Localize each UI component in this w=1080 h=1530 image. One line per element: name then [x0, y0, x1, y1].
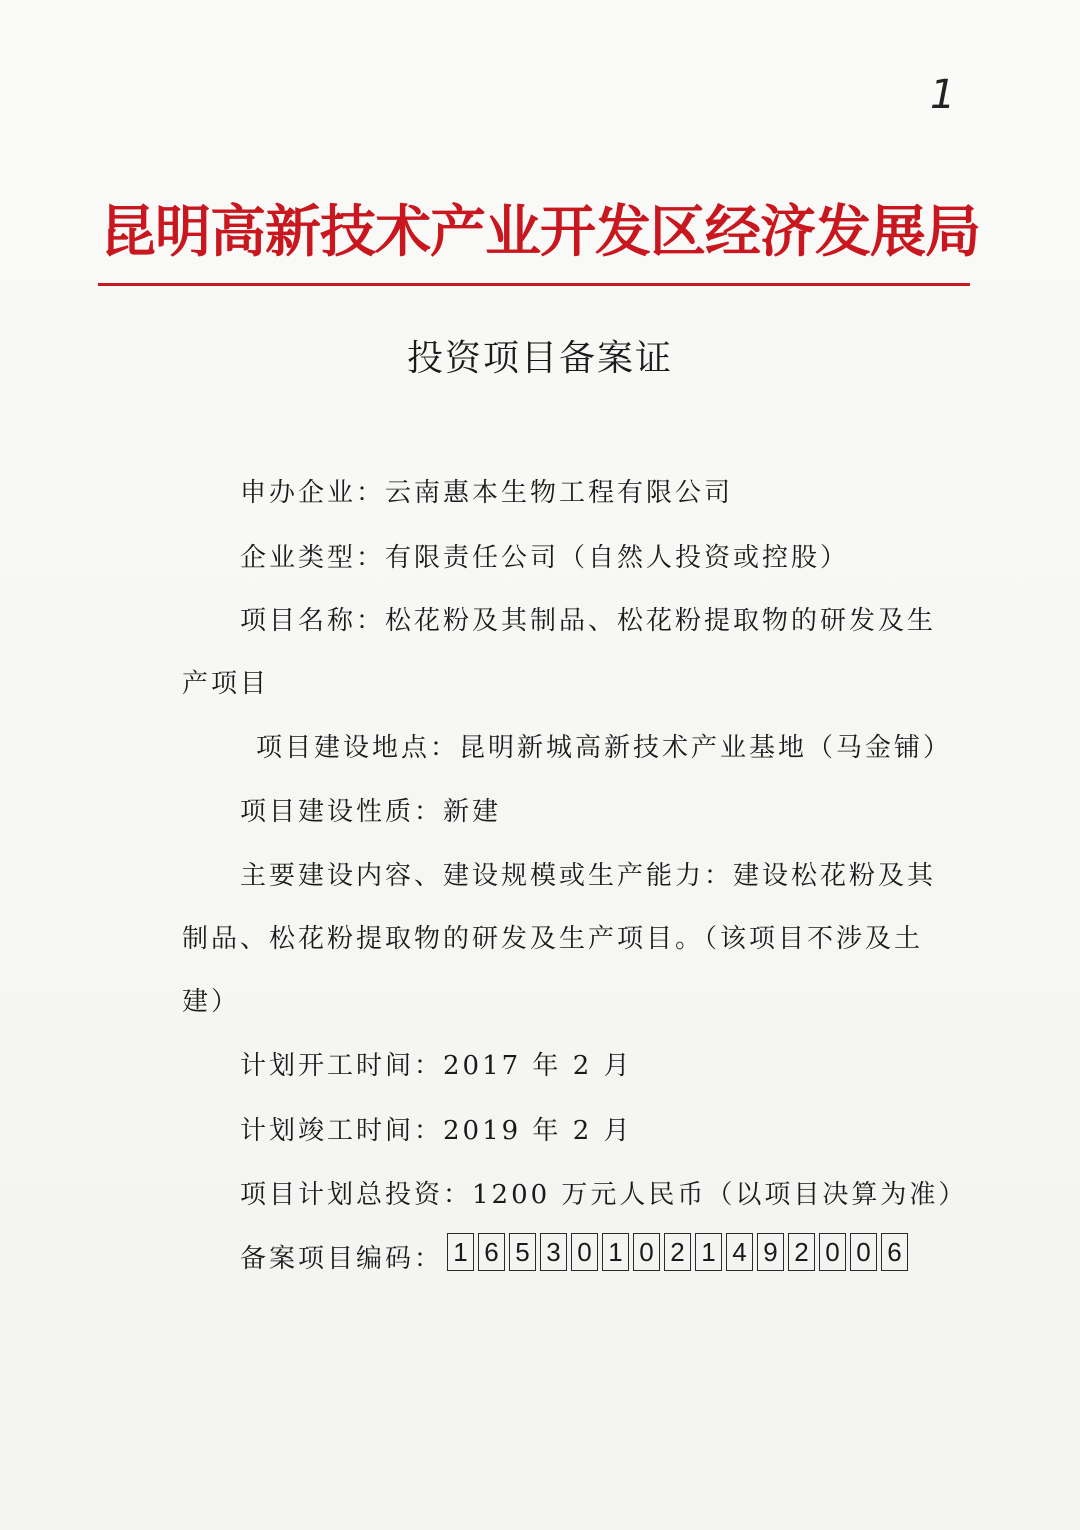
- filing-code-digit: 0: [571, 1233, 598, 1271]
- company-line: 申办企业：云南惠本生物工程有限公司: [240, 478, 734, 508]
- filing-code-digit: 1: [447, 1233, 474, 1271]
- header-divider: [98, 283, 970, 286]
- filing-code-digit: 5: [509, 1233, 536, 1271]
- company-type-line: 企业类型：有限责任公司（自然人投资或控股）: [240, 543, 850, 573]
- filing-code-digit: 9: [757, 1233, 784, 1271]
- project-name-line-1: 项目名称：松花粉及其制品、松花粉提取物的研发及生: [240, 606, 937, 636]
- filing-code-digit: 4: [726, 1233, 753, 1271]
- filing-code-digit: 2: [788, 1233, 815, 1271]
- filing-code-digit: 0: [819, 1233, 846, 1271]
- filing-code-digit: 6: [478, 1233, 505, 1271]
- filing-code-digit: 0: [633, 1233, 660, 1271]
- filing-code-digit: 3: [540, 1233, 567, 1271]
- start-date-line: 计划开工时间：2017 年 2 月: [240, 1051, 633, 1081]
- filing-code-label: 备案项目编码：: [240, 1244, 444, 1274]
- filing-code-digit: 0: [850, 1233, 877, 1271]
- filing-code-boxes: [447, 1233, 912, 1271]
- investment-line: 项目计划总投资：1200 万元人民币（以项目决算为准）: [240, 1180, 968, 1210]
- project-name-line-2: 产项目: [182, 669, 270, 699]
- content-line-1: 主要建设内容、建设规模或生产能力：建设松花粉及其: [240, 861, 937, 891]
- filing-code-digit: 6: [881, 1233, 908, 1271]
- location-line: 项目建设地点：昆明新城高新技术产业基地（马金铺）: [256, 733, 953, 763]
- filing-code-digit: 1: [695, 1233, 722, 1271]
- nature-line: 项目建设性质：新建: [240, 797, 502, 827]
- agency-header: 昆明高新技术产业开发区经济发展局: [100, 200, 980, 265]
- content-line-3: 建）: [182, 987, 241, 1017]
- filing-code-digit: 2: [664, 1233, 691, 1271]
- handwritten-page-number: 1: [930, 72, 956, 118]
- document-title: 投资项目备案证: [406, 338, 673, 379]
- end-date-line: 计划竣工时间：2019 年 2 月: [240, 1116, 633, 1146]
- content-line-2: 制品、松花粉提取物的研发及生产项目。（该项目不涉及土: [182, 924, 924, 954]
- filing-code-digit: 1: [602, 1233, 629, 1271]
